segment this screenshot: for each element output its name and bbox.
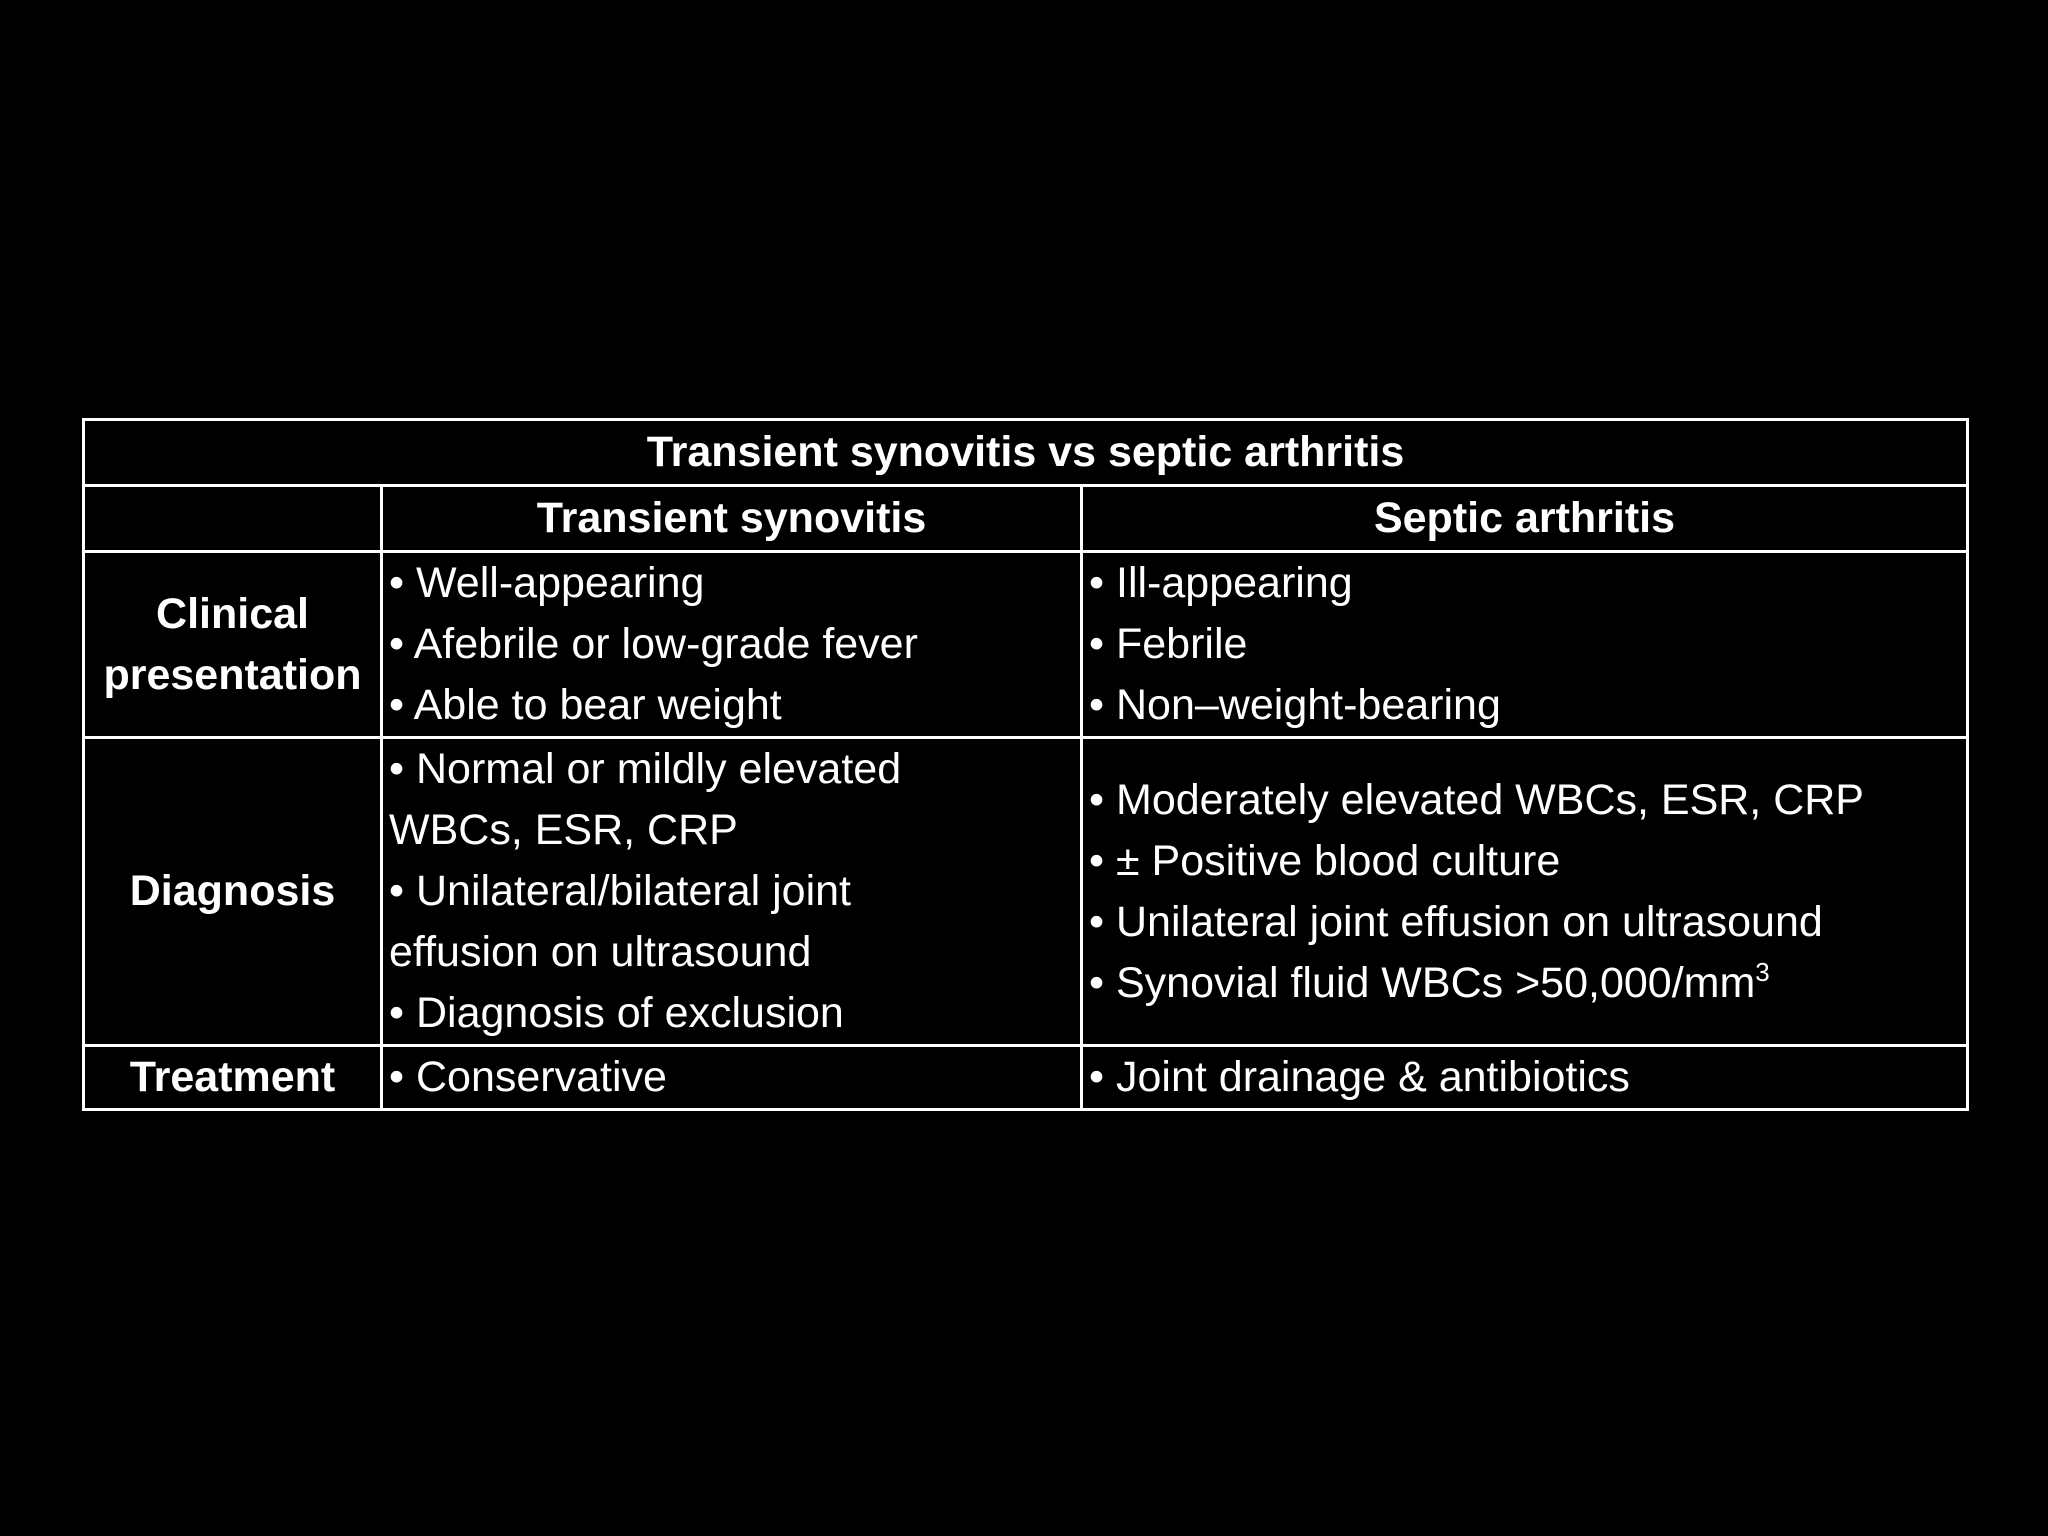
bullet-item: • Unilateral joint effusion on ultrasound (1089, 897, 1823, 946)
header-row (84, 486, 1968, 552)
bullet-continuation: WBCs, ESR, CRP (389, 806, 738, 854)
bullet-item: • Moderately elevated WBCs, ESR, CRP (1089, 775, 1864, 824)
bullet-item: • Conservative (389, 1053, 667, 1101)
row-diagnosis (84, 738, 1968, 1046)
cell-clinical-transient (382, 552, 1082, 738)
header-septic-arthritis: Septic arthritis (1082, 486, 1968, 552)
bullet-item (1089, 953, 1960, 1014)
bullet-item: • Non–weight-bearing (1089, 681, 1501, 729)
table-title: Transient synovitis vs septic arthritis (84, 420, 1968, 486)
bullet-item: • Unilateral/bilateral joint (389, 867, 851, 915)
cell-diagnosis-septic (1082, 738, 1968, 1046)
row-label-line: Clinical (156, 589, 309, 638)
header-empty (84, 486, 382, 552)
bullet-item: • Joint drainage & antibiotics (1089, 1053, 1630, 1101)
bullet-item: • ± Positive blood culture (1089, 836, 1561, 885)
row-label-line: Treatment (129, 1053, 336, 1101)
bullet-item: • Normal or mildly elevated (389, 745, 902, 793)
cell-clinical-septic (1082, 552, 1968, 738)
bullet-item: • Ill-appearing (1089, 559, 1353, 607)
bullet-item: • Febrile (1089, 620, 1248, 668)
row-treatment (84, 1046, 1968, 1110)
row-label-treatment (84, 1046, 382, 1110)
cell-treatment-transient (382, 1046, 1082, 1110)
bullet-item: • Diagnosis of exclusion (389, 989, 844, 1037)
row-label-diagnosis (84, 738, 382, 1046)
cell-treatment-septic (1082, 1046, 1968, 1110)
title-row (84, 420, 1968, 486)
cell-diagnosis-transient (382, 738, 1082, 1046)
superscript-exponent: 3 (1755, 956, 1770, 987)
row-clinical-presentation (84, 552, 1968, 738)
row-label-line: Diagnosis (129, 867, 336, 915)
bullet-continuation: effusion on ultrasound (389, 928, 812, 976)
row-label-clinical-presentation (84, 552, 382, 738)
row-label-line: presentation (103, 650, 362, 699)
header-transient-synovitis: Transient synovitis (382, 486, 1082, 552)
bullet-item: • Afebrile or low-grade fever (389, 620, 918, 668)
bullet-item: • Well-appearing (389, 559, 705, 607)
bullet-item: • Able to bear weight (389, 681, 782, 729)
bullet-text: • Synovial fluid WBCs >50,000/mm (1089, 958, 1756, 1007)
comparison-table (82, 418, 1969, 1111)
